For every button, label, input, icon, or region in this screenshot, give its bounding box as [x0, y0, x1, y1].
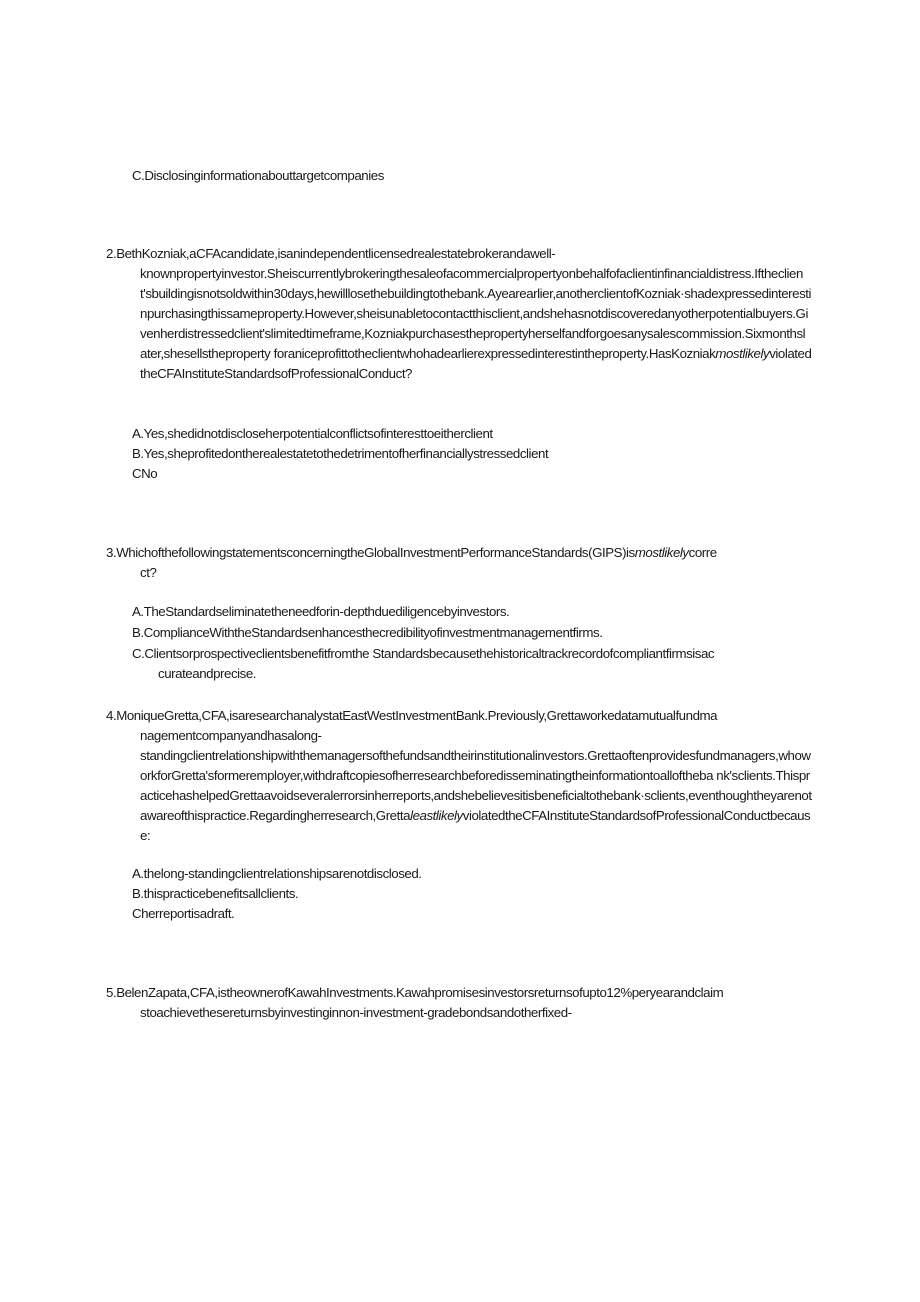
q2-stem-continuation	[106, 264, 812, 384]
q3-stem-first-line	[106, 543, 812, 563]
q3-option-a: A.TheStandardseliminatetheneedforin-depthduediligencebyinvestors.	[132, 604, 510, 619]
q5-stem-first-line: 5.BelenZapata,CFA,istheownerofKawahInvestments.Kawahpromisesinvestorsreturnsofupto12%peryearandclaim	[106, 985, 724, 1000]
q1-option-c: C.Disclosinginformationabouttargetcompanies	[132, 168, 384, 183]
q2-stem-emphasis: mostlikely	[715, 346, 770, 361]
q2-stem-text-b: violatedtheCFAInstituteStandardsofProfessionalConduct?	[140, 346, 812, 381]
q4-option-b: B.thispracticebenefitsallclients.	[132, 886, 299, 901]
q4-stem-text-b: standingclientrelationshipwiththemanagersofthefundsandtheirinstitutionalinvestors.Grettaoftenprovidesfundmanagers,whoworkforGretta'sformeremployer,withdraftcopiesofherresearchbeforedisseminatingtheinformationtoalloftheba nk'sclients.ThispracticehashelpedGrettaavoidseveralerrorsinherreports,andshebelievesitisbeneficialtothebank·sclients,eventhoughtheyarenotawareofthispractice.Regardingherresearch,Gretta	[140, 748, 812, 823]
q5-stem	[106, 983, 812, 1023]
q2-stem	[106, 244, 812, 384]
q5-stem-continuation: stoachievethesereturnsbyinvestinginnon-investment-gradebondsandotherfixed-	[140, 1005, 572, 1020]
q2-option-b: B.Yes,sheprofitedontherealestatetothedetrimentofherfinanciallystressedclient	[132, 446, 549, 461]
q3-stem-continuation: ct?	[140, 565, 157, 580]
q3-stem-text-a: 3.WhichofthefollowingstatementsconcerningtheGlobalInvestmentPerformanceStandards(GIPS)is	[106, 545, 635, 560]
q3-stem	[106, 543, 812, 583]
q2-stem-text-a: knownpropertyinvestor.Sheiscurrentlybrokeringthesaleofacommercialpropertyonbehalfofaclientinfinancialdistress.Iftheclient'sbuildingisnotsoldwithin30days,hewilllosethebuildingtothebank.Ayearearlier,anotherclientofKozniak·shadexpressedinterestinpurchasingthissameproperty.However,sheisunabletocontactthisclient,andshehasnotdiscoveredanyotherpotentialbuyers.Givenherdistressedclient'slimitedtimeframe,Kozniakpurchasesthepropertyherselfandforgoesanysalescommission.Sixmonthslater,shesellstheproperty foraniceprofittotheclientwhohadearlierexpressedinterestintheproperty.HasKozniak	[140, 266, 812, 361]
q4-option-c: Cherreportisadraft.	[132, 906, 235, 921]
q3-option-c-first-line: C.Clientsorprospectiveclientsbenefitfromthe Standardsbecausethehistoricaltrackrecordofcompliantfirmsisac	[132, 646, 715, 661]
q2-option-c: CNo	[132, 466, 158, 481]
q4-stem	[106, 706, 812, 846]
q4-stem-text-c: violatedtheCFAInstituteStandardsofProfessionalConductbecause:	[140, 808, 811, 843]
q3-option-c	[132, 644, 812, 684]
q4-stem-line-2: nagementcompanyandhasalong-	[140, 728, 322, 743]
q3-option-c-continuation: curateandprecise.	[158, 666, 257, 681]
q3-option-b: B.ComplianceWiththeStandardsenhancesthecredibilityofinvestmentmanagementfirms.	[132, 625, 603, 640]
q2-option-a: A.Yes,shedidnotdiscloseherpotentialconflictsofinteresttoeitherclient	[132, 426, 493, 441]
q3-stem-emphasis: mostlikely	[634, 545, 689, 560]
q4-stem-emphasis: leastlikely	[410, 808, 463, 823]
q4-stem-continuation	[106, 746, 812, 846]
q4-stem-first-line: 4.MoniqueGretta,CFA,isaresearchanalystatEastWestInvestmentBank.Previously,Grettaworkedatamutualfundma	[106, 708, 718, 723]
q4-option-a: A.thelong-standingclientrelationshipsarenotdisclosed.	[132, 866, 422, 881]
q3-stem-text-b: corre	[688, 545, 717, 560]
q2-stem-first-line: 2.BethKozniak,aCFAcandidate,isanindependentlicensedrealestatebrokerandawell-	[106, 246, 556, 261]
